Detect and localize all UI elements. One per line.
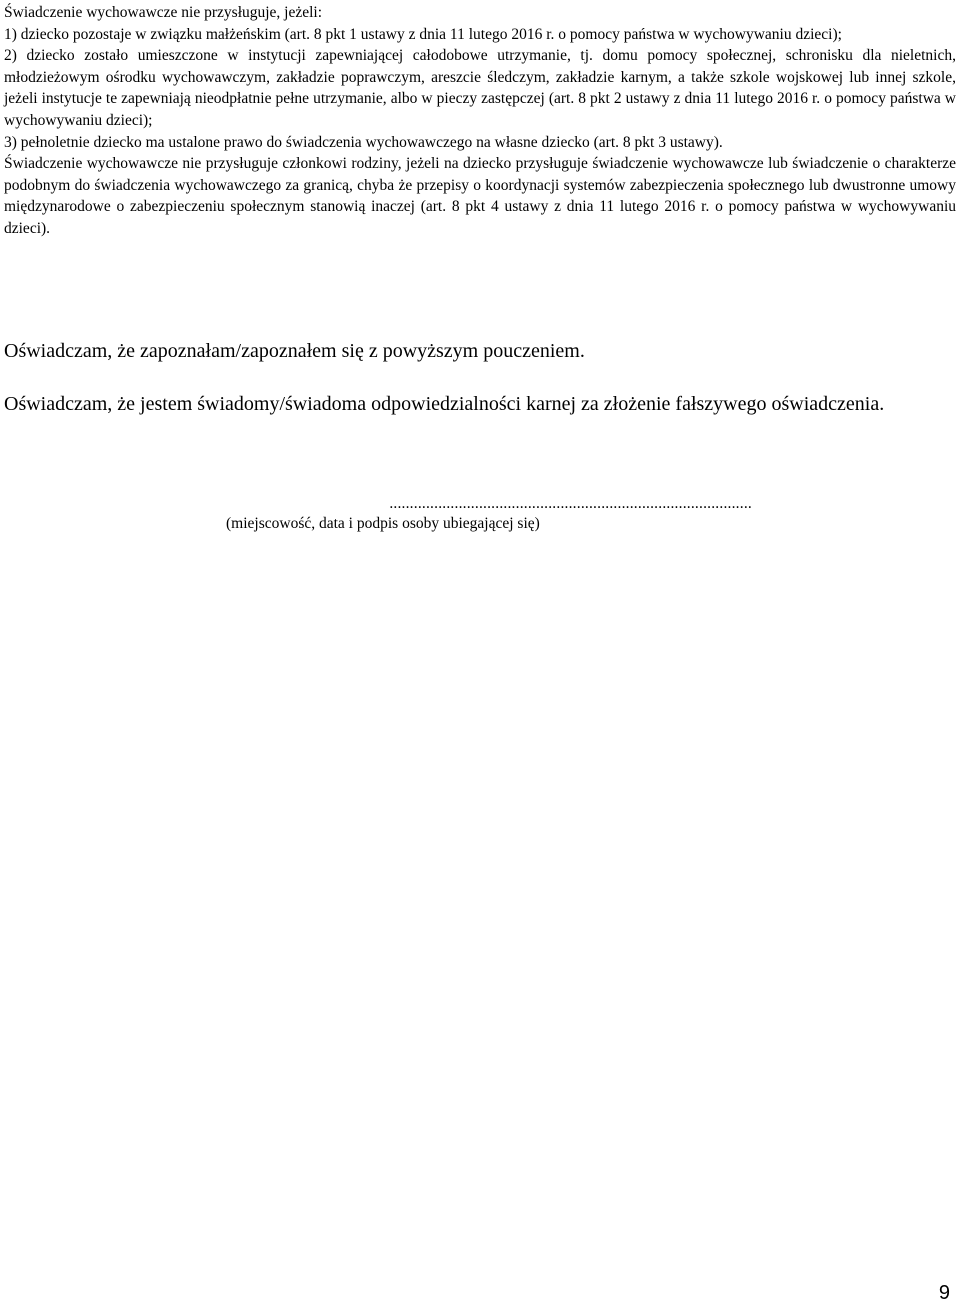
liability-declaration: Oświadczam, że jestem świadomy/świadoma odpowiedzialności karnej za złożenie fałszywego oświadczenia. [4, 393, 885, 415]
document-page [4, 0, 956, 1307]
signature-line: ......................................................................................... [389, 495, 752, 512]
condition-item-1: 1) dziecko pozostaje w związku małżeńskim (art. 8 pkt 1 ustawy z dnia 11 lutego 2016 r. o pomocy państwa w wychowywaniu dzieci); [4, 25, 842, 43]
signature-block [212, 494, 752, 534]
page-number: 9 [938, 1282, 950, 1304]
signature-caption: (miejscowość, data i podpis osoby ubiegającej się) [226, 515, 540, 532]
condition-item-3: 3) pełnoletnie dziecko ma ustalone prawo do świadczenia wychowawczego na własne dziecko (art. 8 pkt 3 ustawy). [4, 133, 723, 151]
acknowledgement-declaration: Oświadczam, że zapoznałam/zapoznałem się z powyższym pouczeniem. [4, 340, 585, 362]
family-member-paragraph: Świadczenie wychowawcze nie przysługuje członkowi rodziny, jeżeli na dziecko przysługuje świadczenie wychowawcze lub świadczenie o charakterze podobnym do świadczenia wychowawczego za granicą, chyba że przepisy o koordynacji systemów zabezpieczenia społecznego lub dwustronne umowy międzynarodowe o zabezpieczeniu społecznym stanowią inaczej (art. 8 pkt 4 ustawy z dnia 11 lutego 2016 r. o pomocy państwa w wychowywaniu dzieci). [4, 155, 956, 237]
instructions-section [4, 2, 956, 240]
instructions-heading: Świadczenie wychowawcze nie przysługuje, jeżeli: [4, 4, 323, 21]
condition-item-2: 2) dziecko zostało umieszczone w instytucji zapewniającej całodobowe utrzymanie, tj. domu pomocy społecznej, schronisku dla nieletnich, młodzieżowym ośrodku wychowawczym, zakładzie poprawczym, areszcie śledczym, zakładzie karnym, a także szkole wojskowej lub innej szkole, jeżeli instytucje te zapewniają nieodpłatnie pełne utrzymanie, albo w pieczy zastępczej (art. 8 pkt 2 ustawy z dnia 11 lutego 2016 r. o pomocy państwa w wychowywaniu dzieci); [4, 47, 956, 129]
